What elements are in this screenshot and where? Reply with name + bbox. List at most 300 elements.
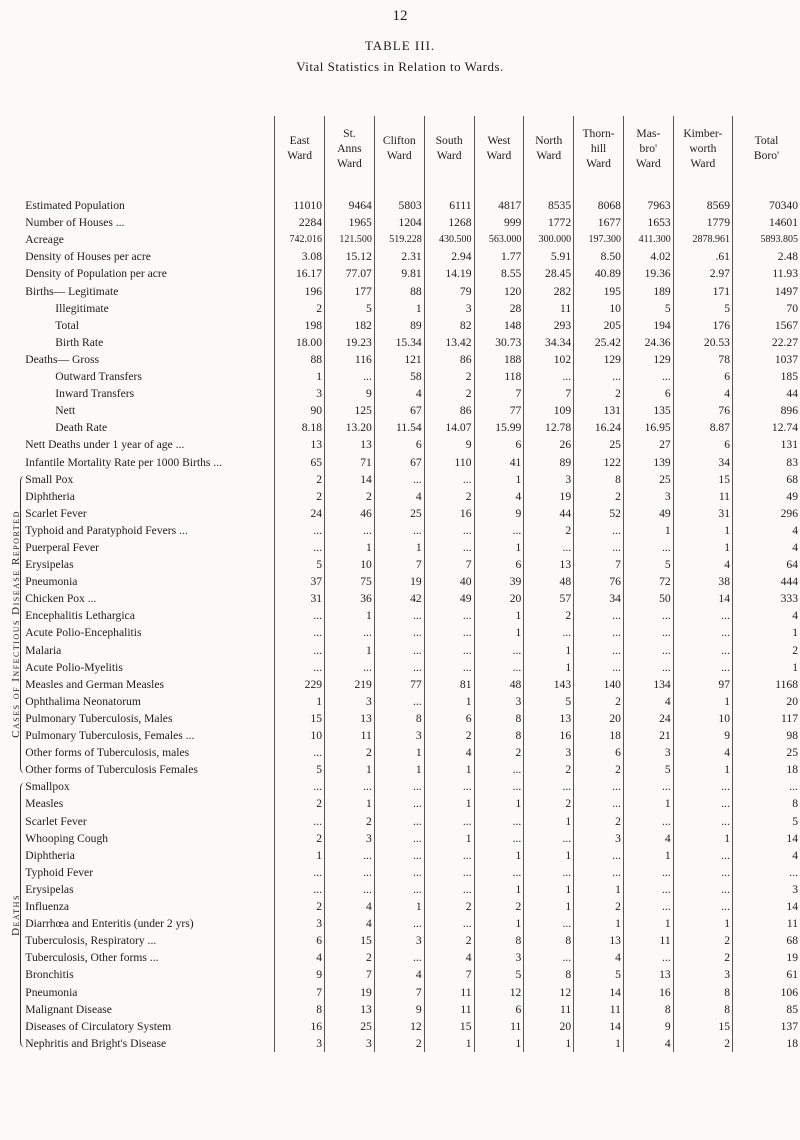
value-cell: 1 xyxy=(374,761,424,778)
value-cell: 742.016 xyxy=(275,231,325,248)
table-row xyxy=(4,676,800,693)
row-label: Illegitimate xyxy=(55,301,109,315)
value-cell: 1 xyxy=(424,761,474,778)
value-cell: 14601 xyxy=(769,216,798,230)
value-cell: 171 xyxy=(673,283,732,300)
row-label: Acute Polio-Encephalitis xyxy=(25,626,142,640)
row-label: Influenza xyxy=(25,900,70,914)
value-cell: ... xyxy=(524,864,574,881)
value-cell: ... xyxy=(374,642,424,659)
value-cell: 3 xyxy=(623,744,673,761)
row-label-cell xyxy=(23,881,274,898)
value-cell: 9.81 xyxy=(374,265,424,282)
value-cell: 16.95 xyxy=(623,419,673,436)
row-label: Diseases of Circulatory System xyxy=(25,1019,172,1033)
value-cell: 176 xyxy=(673,317,732,334)
value-cell: ... xyxy=(424,539,474,556)
table-row xyxy=(4,351,800,368)
value-cell: ... xyxy=(673,813,732,830)
value-cell: 4 xyxy=(424,744,474,761)
row-label-cell xyxy=(23,231,274,248)
value-cell: 1 xyxy=(275,847,325,864)
value-cell: 8.55 xyxy=(474,265,524,282)
value-cell: 78 xyxy=(673,351,732,368)
value-cell: 27 xyxy=(623,436,673,453)
value-cell: ... xyxy=(474,778,524,795)
value-cell: 430.500 xyxy=(424,231,474,248)
row-label: Smallpox xyxy=(25,780,70,794)
value-cell: 3 xyxy=(325,693,375,710)
value-cell: 2 xyxy=(325,949,375,966)
value-cell: 3 xyxy=(325,1035,375,1052)
value-cell: 16 xyxy=(524,727,574,744)
value-cell: ... xyxy=(474,522,524,539)
value-cell: 1 xyxy=(374,744,424,761)
value-cell: 79 xyxy=(424,283,474,300)
value-cell: 296 xyxy=(780,506,798,520)
value-cell: 129 xyxy=(574,351,624,368)
value-cell: 13.20 xyxy=(325,419,375,436)
row-label-cell xyxy=(23,693,274,710)
value-cell: 5 xyxy=(275,761,325,778)
table-row xyxy=(4,813,800,830)
value-cell: 34 xyxy=(574,590,624,607)
value-cell: 2 xyxy=(424,368,474,385)
value-cell: 6111 xyxy=(424,197,474,214)
value-cell: ... xyxy=(623,607,673,624)
column-header-line: Clifton xyxy=(382,134,416,147)
row-label: Malignant Disease xyxy=(25,1002,112,1016)
value-cell: ... xyxy=(524,368,574,385)
value-cell: 5803 xyxy=(374,197,424,214)
value-cell: 1 xyxy=(574,1035,624,1052)
value-cell: 14 xyxy=(574,984,624,1001)
value-cell: 411.300 xyxy=(623,231,673,248)
value-cell: ... xyxy=(474,761,524,778)
value-cell: 46 xyxy=(325,505,375,522)
value-cell: 2 xyxy=(524,795,574,812)
value-cell: 6 xyxy=(474,436,524,453)
value-cell: 7 xyxy=(374,984,424,1001)
row-label: Tuberculosis, Other forms ... xyxy=(25,951,159,965)
value-cell: 2 xyxy=(325,813,375,830)
row-label-cell xyxy=(23,505,274,522)
value-cell: ... xyxy=(623,642,673,659)
group-label: Deaths xyxy=(10,894,22,937)
value-cell: ... xyxy=(374,778,424,795)
value-cell: 3.08 xyxy=(275,248,325,265)
value-cell: 9 xyxy=(275,966,325,983)
value-cell: 9 xyxy=(474,505,524,522)
value-cell: 25.42 xyxy=(574,334,624,351)
value-cell: 6 xyxy=(474,1001,524,1018)
value-cell: 8 xyxy=(673,1001,732,1018)
table-row xyxy=(4,385,800,402)
value-cell: 177 xyxy=(325,283,375,300)
value-cell: ... xyxy=(574,795,624,812)
row-label-cell xyxy=(23,676,274,693)
table-row xyxy=(4,436,800,453)
value-cell: 15.12 xyxy=(325,248,375,265)
row-label: Chicken Pox ... xyxy=(25,592,97,606)
value-cell: 8 xyxy=(275,1001,325,1018)
value-cell: ... xyxy=(673,659,732,676)
value-cell: ... xyxy=(424,847,474,864)
value-cell: 76 xyxy=(574,573,624,590)
value-cell: 293 xyxy=(524,317,574,334)
value-cell: ... xyxy=(623,898,673,915)
value-cell: ... xyxy=(325,864,375,881)
value-cell: 11.54 xyxy=(374,419,424,436)
value-cell: 118 xyxy=(474,368,524,385)
column-header xyxy=(673,116,732,180)
value-cell: 31 xyxy=(673,505,732,522)
value-cell: 20.53 xyxy=(673,334,732,351)
row-label-cell xyxy=(23,949,274,966)
value-cell: 77.07 xyxy=(325,265,375,282)
value-cell: 9 xyxy=(325,385,375,402)
value-cell: ... xyxy=(374,847,424,864)
value-cell: ... xyxy=(424,471,474,488)
value-cell: 11.93 xyxy=(772,267,798,281)
row-label-cell xyxy=(23,436,274,453)
value-cell: 97 xyxy=(673,676,732,693)
value-cell: 7 xyxy=(374,556,424,573)
value-cell: 1772 xyxy=(524,214,574,231)
value-cell: 117 xyxy=(781,711,798,725)
value-cell: 135 xyxy=(623,402,673,419)
table-title: TABLE III. xyxy=(364,38,436,53)
row-label: Nett Deaths under 1 year of age ... xyxy=(25,438,185,452)
value-cell: 61 xyxy=(786,968,798,982)
group-label-cell xyxy=(4,778,23,1052)
value-cell: 8 xyxy=(474,710,524,727)
value-cell: ... xyxy=(623,949,673,966)
value-cell: 1 xyxy=(524,642,574,659)
value-cell: 8 xyxy=(792,797,798,811)
table-row xyxy=(4,642,800,659)
value-cell: 8569 xyxy=(673,197,732,214)
value-cell: 11 xyxy=(623,932,673,949)
value-cell: 1 xyxy=(792,660,798,674)
value-cell: ... xyxy=(673,642,732,659)
value-cell: 4 xyxy=(374,966,424,983)
value-cell: ... xyxy=(374,830,424,847)
value-cell: 30.73 xyxy=(474,334,524,351)
value-cell: ... xyxy=(275,539,325,556)
column-header xyxy=(623,116,673,180)
value-cell: 8.87 xyxy=(673,419,732,436)
value-cell: 134 xyxy=(623,676,673,693)
value-cell: 24 xyxy=(275,505,325,522)
value-cell: 1 xyxy=(424,830,474,847)
row-label-cell xyxy=(23,419,274,436)
row-label-cell xyxy=(23,898,274,915)
row-label: Whooping Cough xyxy=(25,831,109,845)
value-cell: ... xyxy=(325,881,375,898)
value-cell: 4 xyxy=(623,693,673,710)
value-cell: 8535 xyxy=(524,197,574,214)
value-cell: 1 xyxy=(474,624,524,641)
row-label-cell xyxy=(23,197,274,214)
value-cell: 4 xyxy=(673,744,732,761)
value-cell: 14 xyxy=(786,900,798,914)
value-cell: ... xyxy=(275,642,325,659)
value-cell: 1497 xyxy=(774,284,798,298)
value-cell: 6 xyxy=(374,436,424,453)
row-label-cell xyxy=(23,1035,274,1052)
value-cell: 2284 xyxy=(275,214,325,231)
value-cell: 57 xyxy=(524,590,574,607)
row-label: Births— Legitimate xyxy=(25,284,119,298)
table-row xyxy=(4,300,800,317)
value-cell: 14 xyxy=(574,1018,624,1035)
row-label: Pneumonia xyxy=(25,575,78,589)
row-label-cell xyxy=(23,932,274,949)
value-cell: ... xyxy=(424,915,474,932)
table-row xyxy=(4,248,800,265)
value-cell: 1 xyxy=(374,300,424,317)
value-cell: 106 xyxy=(780,985,798,999)
value-cell: 185 xyxy=(780,370,798,384)
value-cell: 2 xyxy=(673,1035,732,1052)
value-cell: 2 xyxy=(574,761,624,778)
column-header-line: worth xyxy=(689,141,717,155)
value-cell: ... xyxy=(673,795,732,812)
table-row xyxy=(4,539,800,556)
table-row xyxy=(4,556,800,573)
row-label-cell xyxy=(23,813,274,830)
table-row xyxy=(4,471,800,488)
value-cell: 1 xyxy=(673,522,732,539)
table-row xyxy=(4,847,800,864)
value-cell: 1 xyxy=(524,659,574,676)
value-cell: 3 xyxy=(275,1035,325,1052)
column-header-line: Ward xyxy=(287,149,313,162)
value-cell: 25 xyxy=(623,471,673,488)
value-cell: 77 xyxy=(374,676,424,693)
value-cell: 4 xyxy=(275,949,325,966)
value-cell: 1 xyxy=(374,539,424,556)
value-cell: ... xyxy=(374,949,424,966)
value-cell: 67 xyxy=(374,402,424,419)
value-cell: 1 xyxy=(673,539,732,556)
value-cell: 12.78 xyxy=(524,419,574,436)
value-cell: ... xyxy=(424,881,474,898)
value-cell: 300.000 xyxy=(524,231,574,248)
value-cell: 1 xyxy=(474,539,524,556)
value-cell: 1779 xyxy=(673,214,732,231)
value-cell: ... xyxy=(524,915,574,932)
row-label-cell xyxy=(23,248,274,265)
column-header-line: Mas- xyxy=(636,126,661,140)
value-cell: 2.94 xyxy=(424,248,474,265)
value-cell: 72 xyxy=(623,573,673,590)
value-cell: 49 xyxy=(424,590,474,607)
value-cell: 4817 xyxy=(474,197,524,214)
value-cell: 4 xyxy=(623,1035,673,1052)
value-cell: 16.17 xyxy=(275,265,325,282)
value-cell: 1 xyxy=(474,847,524,864)
value-cell: 182 xyxy=(325,317,375,334)
value-cell: 122 xyxy=(574,454,624,471)
value-cell: 3 xyxy=(275,915,325,932)
value-cell: 2.31 xyxy=(374,248,424,265)
value-cell: 148 xyxy=(474,317,524,334)
value-cell: 8 xyxy=(524,966,574,983)
column-header-line: Ward xyxy=(337,156,362,170)
header-row xyxy=(4,116,800,180)
value-cell: 3 xyxy=(623,488,673,505)
table-row xyxy=(4,898,800,915)
column-header xyxy=(524,116,574,180)
column-header-line: St. xyxy=(343,126,356,140)
value-cell: 50 xyxy=(623,590,673,607)
value-cell: 1 xyxy=(424,1035,474,1052)
value-cell: 2 xyxy=(275,898,325,915)
value-cell: 15 xyxy=(673,1018,732,1035)
value-cell: 8 xyxy=(574,471,624,488)
value-cell: 19 xyxy=(524,488,574,505)
table-row xyxy=(4,334,800,351)
value-cell: 2 xyxy=(673,932,732,949)
value-cell: 20 xyxy=(574,710,624,727)
value-cell: ... xyxy=(623,881,673,898)
value-cell: 2 xyxy=(574,385,624,402)
value-cell: 2 xyxy=(474,898,524,915)
value-cell: ... xyxy=(673,864,732,881)
row-label: Nephritis and Bright's Disease xyxy=(25,1036,167,1050)
value-cell: ... xyxy=(275,522,325,539)
value-cell: 1204 xyxy=(374,214,424,231)
value-cell: 3 xyxy=(374,932,424,949)
value-cell: ... xyxy=(424,607,474,624)
value-cell: 70340 xyxy=(769,199,798,213)
row-label: Measles and German Measles xyxy=(25,677,165,691)
value-cell: 563.000 xyxy=(474,231,524,248)
row-label-cell xyxy=(23,659,274,676)
value-cell: ... xyxy=(574,607,624,624)
value-cell: 15 xyxy=(673,471,732,488)
value-cell: 12 xyxy=(524,984,574,1001)
value-cell: ... xyxy=(275,778,325,795)
table-row xyxy=(4,488,800,505)
value-cell: ... xyxy=(789,780,798,794)
spacer-row xyxy=(4,180,800,197)
value-cell: ... xyxy=(374,659,424,676)
value-cell: 137 xyxy=(780,1019,798,1033)
value-cell: 121 xyxy=(374,351,424,368)
spacer-cell xyxy=(275,180,325,197)
value-cell: 6 xyxy=(623,385,673,402)
value-cell: 20 xyxy=(474,590,524,607)
table-row xyxy=(4,881,800,898)
value-cell: 25 xyxy=(325,1018,375,1035)
value-cell: 2 xyxy=(424,898,474,915)
row-label-cell xyxy=(23,402,274,419)
value-cell: 28.45 xyxy=(524,265,574,282)
value-cell: 2 xyxy=(424,727,474,744)
value-cell: ... xyxy=(524,624,574,641)
value-cell: 10 xyxy=(673,710,732,727)
value-cell: 20 xyxy=(524,1018,574,1035)
value-cell: ... xyxy=(275,659,325,676)
value-cell: 131 xyxy=(574,402,624,419)
value-cell: ... xyxy=(325,847,375,864)
value-cell: 1 xyxy=(623,915,673,932)
value-cell: ... xyxy=(474,659,524,676)
spacer-cell xyxy=(374,180,424,197)
value-cell: 120 xyxy=(474,283,524,300)
value-cell: 13 xyxy=(524,556,574,573)
value-cell: 15 xyxy=(325,932,375,949)
table-row xyxy=(4,265,800,282)
value-cell: 7963 xyxy=(623,197,673,214)
row-label-cell xyxy=(23,522,274,539)
row-label: Tuberculosis, Respiratory ... xyxy=(25,934,157,948)
value-cell: 11010 xyxy=(275,197,325,214)
value-cell: ... xyxy=(574,659,624,676)
value-cell: 14.07 xyxy=(424,419,474,436)
value-cell: 16 xyxy=(424,505,474,522)
value-cell: 1 xyxy=(524,881,574,898)
value-cell: 1 xyxy=(524,898,574,915)
row-label-cell xyxy=(23,847,274,864)
value-cell: 14 xyxy=(325,471,375,488)
value-cell: 15 xyxy=(275,710,325,727)
row-label-cell xyxy=(23,642,274,659)
value-cell: 7 xyxy=(474,385,524,402)
value-cell: 5.91 xyxy=(524,248,574,265)
value-cell: ... xyxy=(524,830,574,847)
row-label: Infantile Mortality Rate per 1000 Births ... xyxy=(25,455,223,469)
value-cell: 116 xyxy=(325,351,375,368)
value-cell: ... xyxy=(325,368,375,385)
value-cell: ... xyxy=(424,624,474,641)
column-header-line: Boro' xyxy=(753,149,780,162)
value-cell: 5893.805 xyxy=(760,234,798,246)
value-cell: 13 xyxy=(623,966,673,983)
value-cell: ... xyxy=(623,368,673,385)
value-cell: 7 xyxy=(574,556,624,573)
column-header xyxy=(474,116,524,180)
value-cell: 6 xyxy=(673,368,732,385)
value-cell: 89 xyxy=(374,317,424,334)
row-label: Density of Houses per acre xyxy=(25,250,151,264)
table-row xyxy=(4,778,800,795)
row-label-cell xyxy=(23,1001,274,1018)
value-cell: 4 xyxy=(623,830,673,847)
spacer-cell xyxy=(4,180,275,197)
value-cell: ... xyxy=(474,642,524,659)
spacer-cell xyxy=(673,180,732,197)
value-cell: 896 xyxy=(780,404,798,418)
value-cell: 5 xyxy=(673,300,732,317)
value-cell: ... xyxy=(374,471,424,488)
value-cell: ... xyxy=(574,642,624,659)
value-cell: 36 xyxy=(325,590,375,607)
row-label-cell xyxy=(23,317,274,334)
group-label-wrap xyxy=(6,778,21,1052)
table-row xyxy=(4,214,800,231)
value-cell: ... xyxy=(275,607,325,624)
value-cell: 2 xyxy=(424,932,474,949)
value-cell: 2 xyxy=(792,643,798,657)
column-header-line: Ward xyxy=(635,156,661,170)
value-cell: 19.36 xyxy=(623,265,673,282)
value-cell: 5 xyxy=(524,693,574,710)
value-cell: 2.97 xyxy=(673,265,732,282)
